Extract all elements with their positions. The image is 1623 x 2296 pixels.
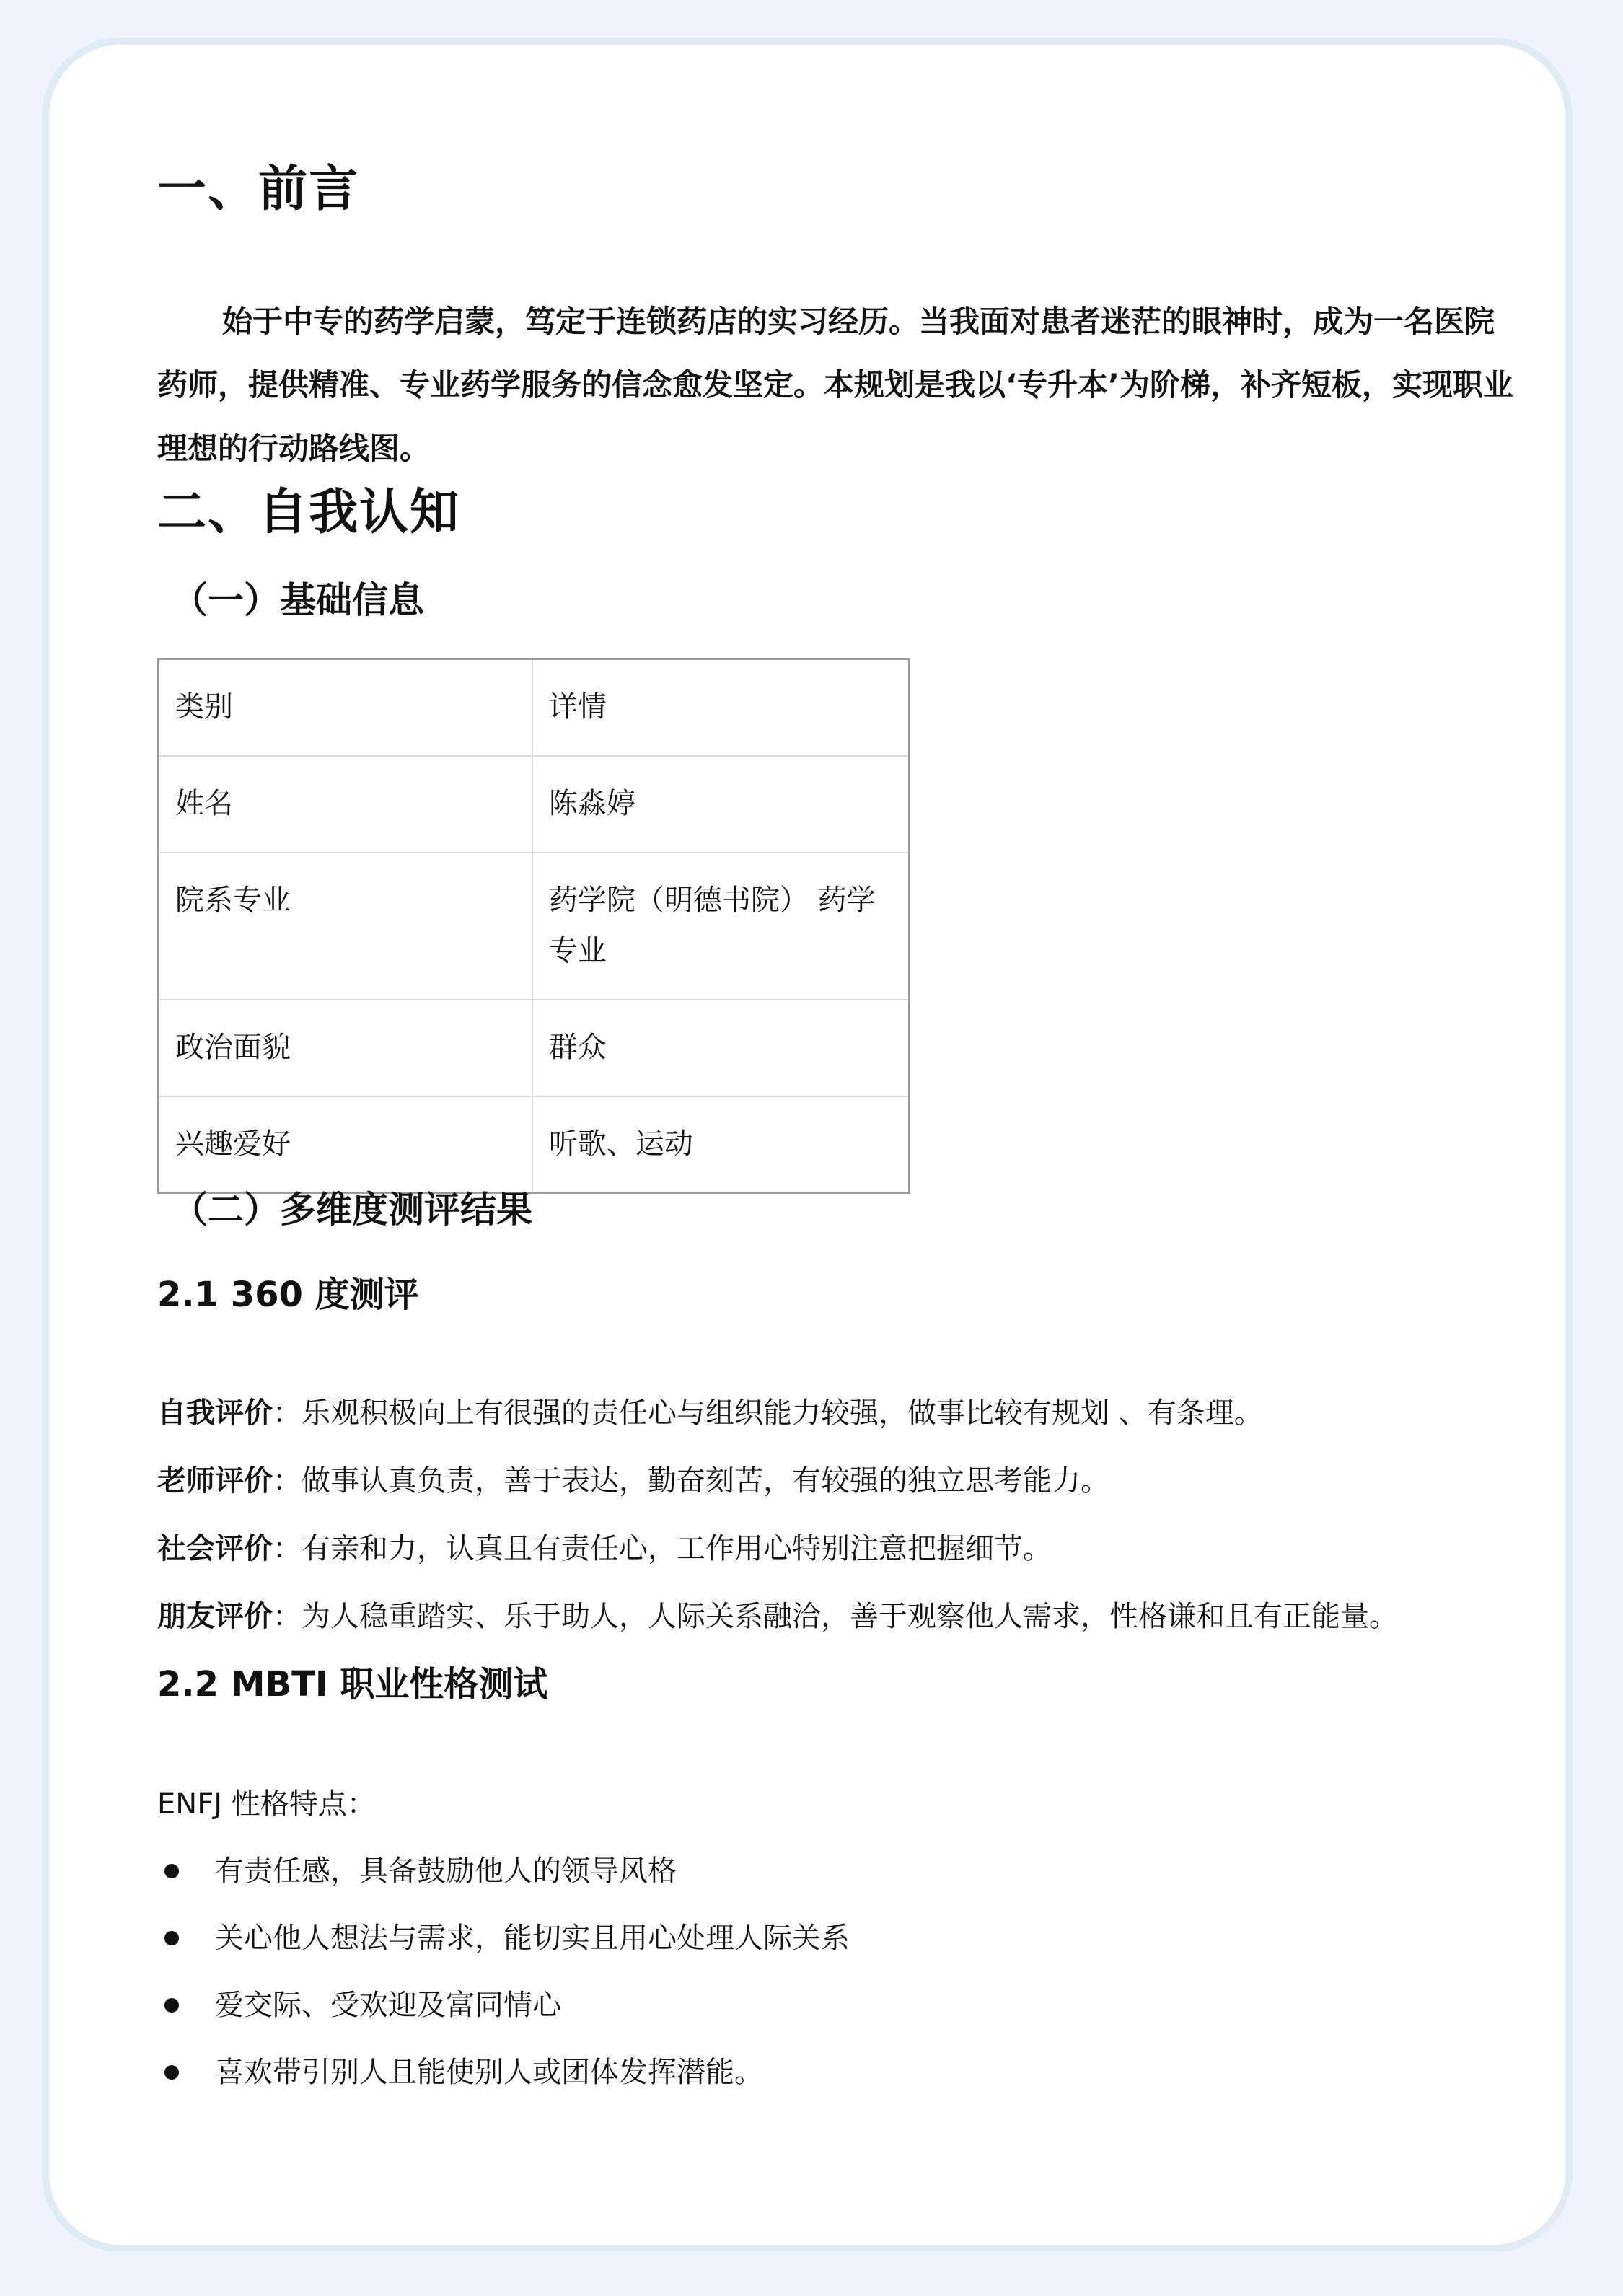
list-item [157, 1905, 850, 1972]
evaluation-list [157, 1379, 1528, 1650]
bullet-dot-icon [164, 1864, 179, 1878]
table-row [159, 1096, 910, 1193]
list-item [157, 1447, 1528, 1515]
table-row [159, 853, 910, 1000]
table-cell: 院系专业 [159, 853, 532, 1000]
preface-paragraph: 始于中专的药学启蒙，笃定于连锁药店的实习经历。当我面对患者迷茫的眼神时，成为一名医院药师，提供精准、专业药学服务的信念愈发坚定。本规划是我以‘专升本’为阶梯，补齐短板，实现职业理想的行动路线图。 [157, 304, 1513, 466]
table-cell: 兴趣爱好 [159, 1096, 532, 1193]
subsection-heading-multi-eval: （二）多维度测评结果 [172, 1189, 532, 1231]
eval-label: 老师评价 [157, 1464, 273, 1497]
section-heading-self-awareness: 二、自我认知 [157, 484, 461, 541]
eval-text: ：为人稳重踏实、乐于助人，人际关系融洽，善于观察他人需求，性格谦和且有正能量。 [273, 1600, 1398, 1633]
bullet-dot-icon [164, 2065, 179, 2080]
trait-text: 爱交际、受欢迎及富同情心 [215, 1989, 561, 2022]
eval-text: ：乐观积极向上有很强的责任心与组织能力较强，做事比较有规划 、有条理。 [273, 1396, 1263, 1430]
table-header-row [159, 659, 910, 756]
eval-label: 自我评价 [157, 1396, 273, 1430]
eval-label: 社会评价 [157, 1532, 273, 1565]
bullet-dot-icon [164, 1998, 179, 2013]
trait-text: 喜欢带引别人且能使别人或团体发挥潜能。 [215, 2056, 763, 2089]
document-page [42, 38, 1573, 2252]
table-cell: 群众 [532, 1000, 910, 1096]
list-item [157, 1972, 850, 2039]
trait-text: 有责任感，具备鼓励他人的领导风格 [215, 1855, 677, 1888]
subsection-heading-basic-info: （一）基础信息 [172, 579, 424, 621]
table-cell: 听歌、运动 [532, 1096, 910, 1193]
table-row [159, 1000, 910, 1096]
subsubsection-heading-mbti: 2.2 MBTI 职业性格测试 [157, 1664, 548, 1705]
trait-text: 关心他人想法与需求，能切实且用心处理人际关系 [215, 1922, 850, 1955]
list-item [157, 1838, 850, 1905]
subsubsection-heading-360: 2.1 360 度测评 [157, 1275, 419, 1315]
list-item [157, 1379, 1528, 1447]
eval-label: 朋友评价 [157, 1600, 273, 1633]
mbti-intro: ENFJ 性格特点： [157, 1787, 376, 1821]
table-header-cell: 类别 [159, 659, 532, 756]
list-item [157, 1515, 1528, 1583]
list-item [157, 2039, 850, 2106]
mbti-trait-list [157, 1838, 850, 2106]
table-cell: 姓名 [159, 756, 532, 853]
table-cell: 政治面貌 [159, 1000, 532, 1096]
table-cell: 陈淼婷 [532, 756, 910, 853]
table-cell: 药学院（明德书院） 药学专业 [532, 853, 910, 1000]
bullet-dot-icon [164, 1931, 179, 1945]
eval-text: ：做事认真负责，善于表达，勤奋刻苦，有较强的独立思考能力。 [273, 1464, 1109, 1497]
list-item [157, 1583, 1528, 1650]
table-row [159, 756, 910, 853]
basic-info-table [157, 658, 910, 1194]
eval-text: ：有亲和力，认真且有责任心，工作用心特别注意把握细节。 [273, 1532, 1052, 1565]
table-header-cell: 详情 [532, 659, 910, 756]
section-heading-preface: 一、前言 [157, 161, 360, 218]
